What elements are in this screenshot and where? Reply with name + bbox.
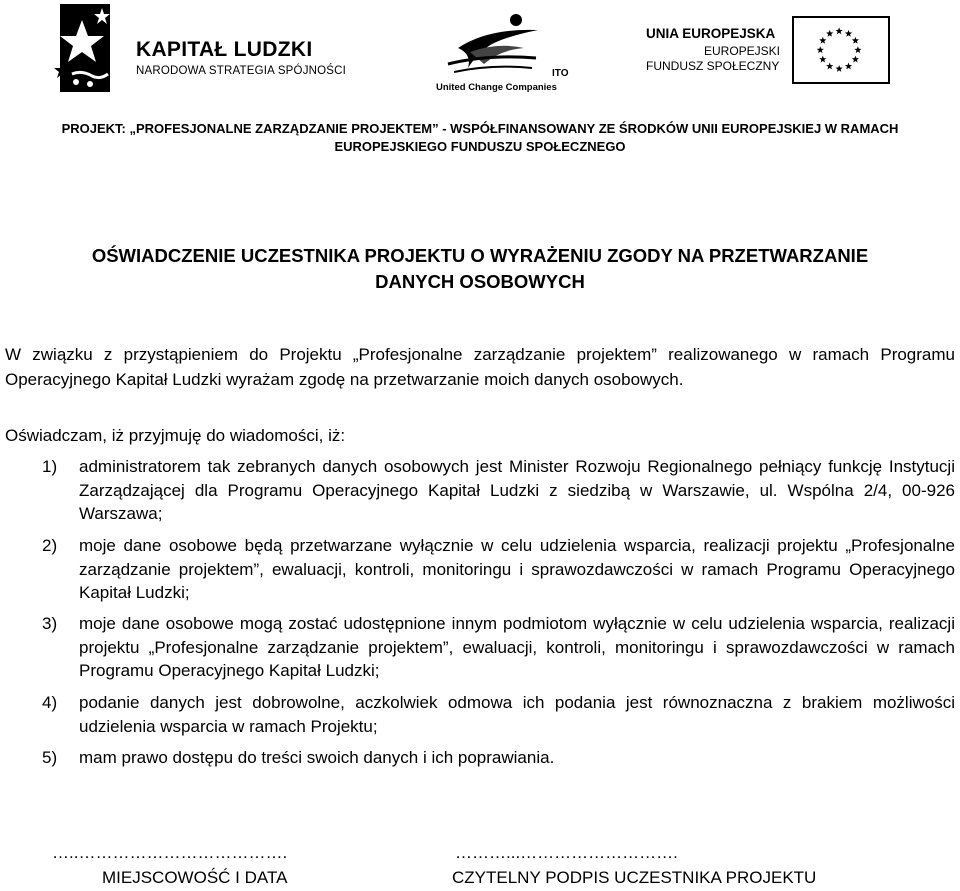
eu-star-icon [845, 63, 852, 70]
ito-mark: ITO [552, 68, 569, 79]
list-item-text: podanie danych jest dobrowolne, aczkolwiek odmowa ich podania jest równoznaczna z brakiem możliwości udzielenia wsparcia w ramach Projektu; [79, 693, 955, 736]
eu-star-icon [836, 27, 843, 34]
eu-flag-icon [792, 16, 890, 84]
list-item-number: 5) [42, 748, 58, 767]
project-header-line1: PROJEKT: „PROFESJONALNE ZARZĄDZANIE PROJEKTEM” - WSPÓŁFINANSOWANY ZE ŚRODKÓW UNII EUROPEJSKIEJ W RAMACH [61, 121, 899, 136]
project-header [0, 120, 960, 156]
list-item-number: 4) [42, 693, 58, 712]
eu-star-icon [819, 37, 826, 44]
ito-runner-icon [428, 8, 558, 80]
project-header-line2: EUROPEJSKIEGO FUNDUSZU SPOŁECZNEGO [334, 139, 626, 154]
intro-paragraph: W związku z przystąpieniem do Projektu „Profesjonalne zarządzanie projektem” realizowanego w ramach Programu Operacyjnego Kapitał Ludzki wyrażam zgodę na przetwarzanie moich danych osobowych. [5, 345, 955, 389]
document-title-line2: DANYCH OSOBOWYCH [375, 271, 585, 292]
list-item-text: moje dane osobowe mogą zostać udostępnione innym podmiotom wyłącznie w celu udzielenia wsparcia, realizacji projektu „Profesjonalne zarządzanie projektem”, ewaluacji, kontroli, monitoringu i sprawozdawczości w ramach Programu Operacyjnego Kapitał Ludzki; [79, 614, 955, 680]
list-item-text: administratorem tak zebranych danych osobowych jest Minister Rozwoju Regionalnego pełniący funkcję Instytucji Zarządzającej dla Programu Operacyjnego Kapitał Ludzki z siedzibą w Warszawie, ul. Wspólna 2/4, 00-926 Warszawa; [79, 457, 955, 523]
list-item-number: 1) [42, 457, 58, 476]
eu-star-icon [826, 63, 833, 70]
ito-caption: United Change Companies [436, 82, 557, 93]
statement-line: Oświadczam, iż przyjmuję do wiadomości, iż: [5, 426, 346, 445]
place-date-label: MIEJSCOWOŚĆ I DATA [102, 868, 288, 887]
list-item-text: moje dane osobowe będą przetwarzane wyłącznie w celu udzielenia wsparcia, realizacji projektu „Profesjonalne zarządzanie projektem”, ewaluacji, kontroli, monitoringu i sprawozdawczości w ramach Programu Operacyjnego Kapitał Ludzki; [79, 536, 955, 602]
kapital-ludzki-star-icon [52, 4, 112, 92]
eu-star-icon [854, 46, 861, 53]
place-date-dots: …..………………………………. [52, 843, 288, 862]
ito-logo [428, 8, 569, 93]
document-title [0, 243, 960, 295]
signature-label: CZYTELNY PODPIS UCZESTNIKA PROJEKTU [452, 868, 817, 887]
eu-star-icon [852, 37, 859, 44]
ue-line2: EUROPEJSKI [704, 44, 781, 58]
eu-star-icon [819, 56, 826, 63]
signature-dots: ………...………………………. [455, 843, 678, 862]
kapital-ludzki-title: KAPITAŁ LUDZKI [136, 38, 313, 61]
eu-star-icon [845, 30, 852, 37]
eu-star-icon [852, 56, 859, 63]
list-item-number: 2) [42, 536, 58, 555]
kapital-ludzki-logo [52, 4, 352, 92]
eu-star-icon [836, 65, 843, 72]
list-item-text: mam prawo dostępu do treści swoich danych i ich poprawiania. [79, 748, 555, 767]
ue-line3: FUNDUSZ SPOŁECZNY [646, 59, 780, 73]
kapital-ludzki-subtitle: NARODOWA STRATEGIA SPÓJNOŚCI [136, 65, 347, 77]
logo-bar [0, 0, 960, 92]
eu-star-icon [817, 46, 824, 53]
document-title-line1: OŚWIADCZENIE UCZESTNIKA PROJEKTU O WYRAŻENIU ZGODY NA PRZETWARZANIE [91, 245, 869, 266]
ue-line1: UNIA EUROPEJSKA [646, 26, 776, 41]
eu-star-icon [826, 30, 833, 37]
list-item-number: 3) [42, 614, 58, 633]
